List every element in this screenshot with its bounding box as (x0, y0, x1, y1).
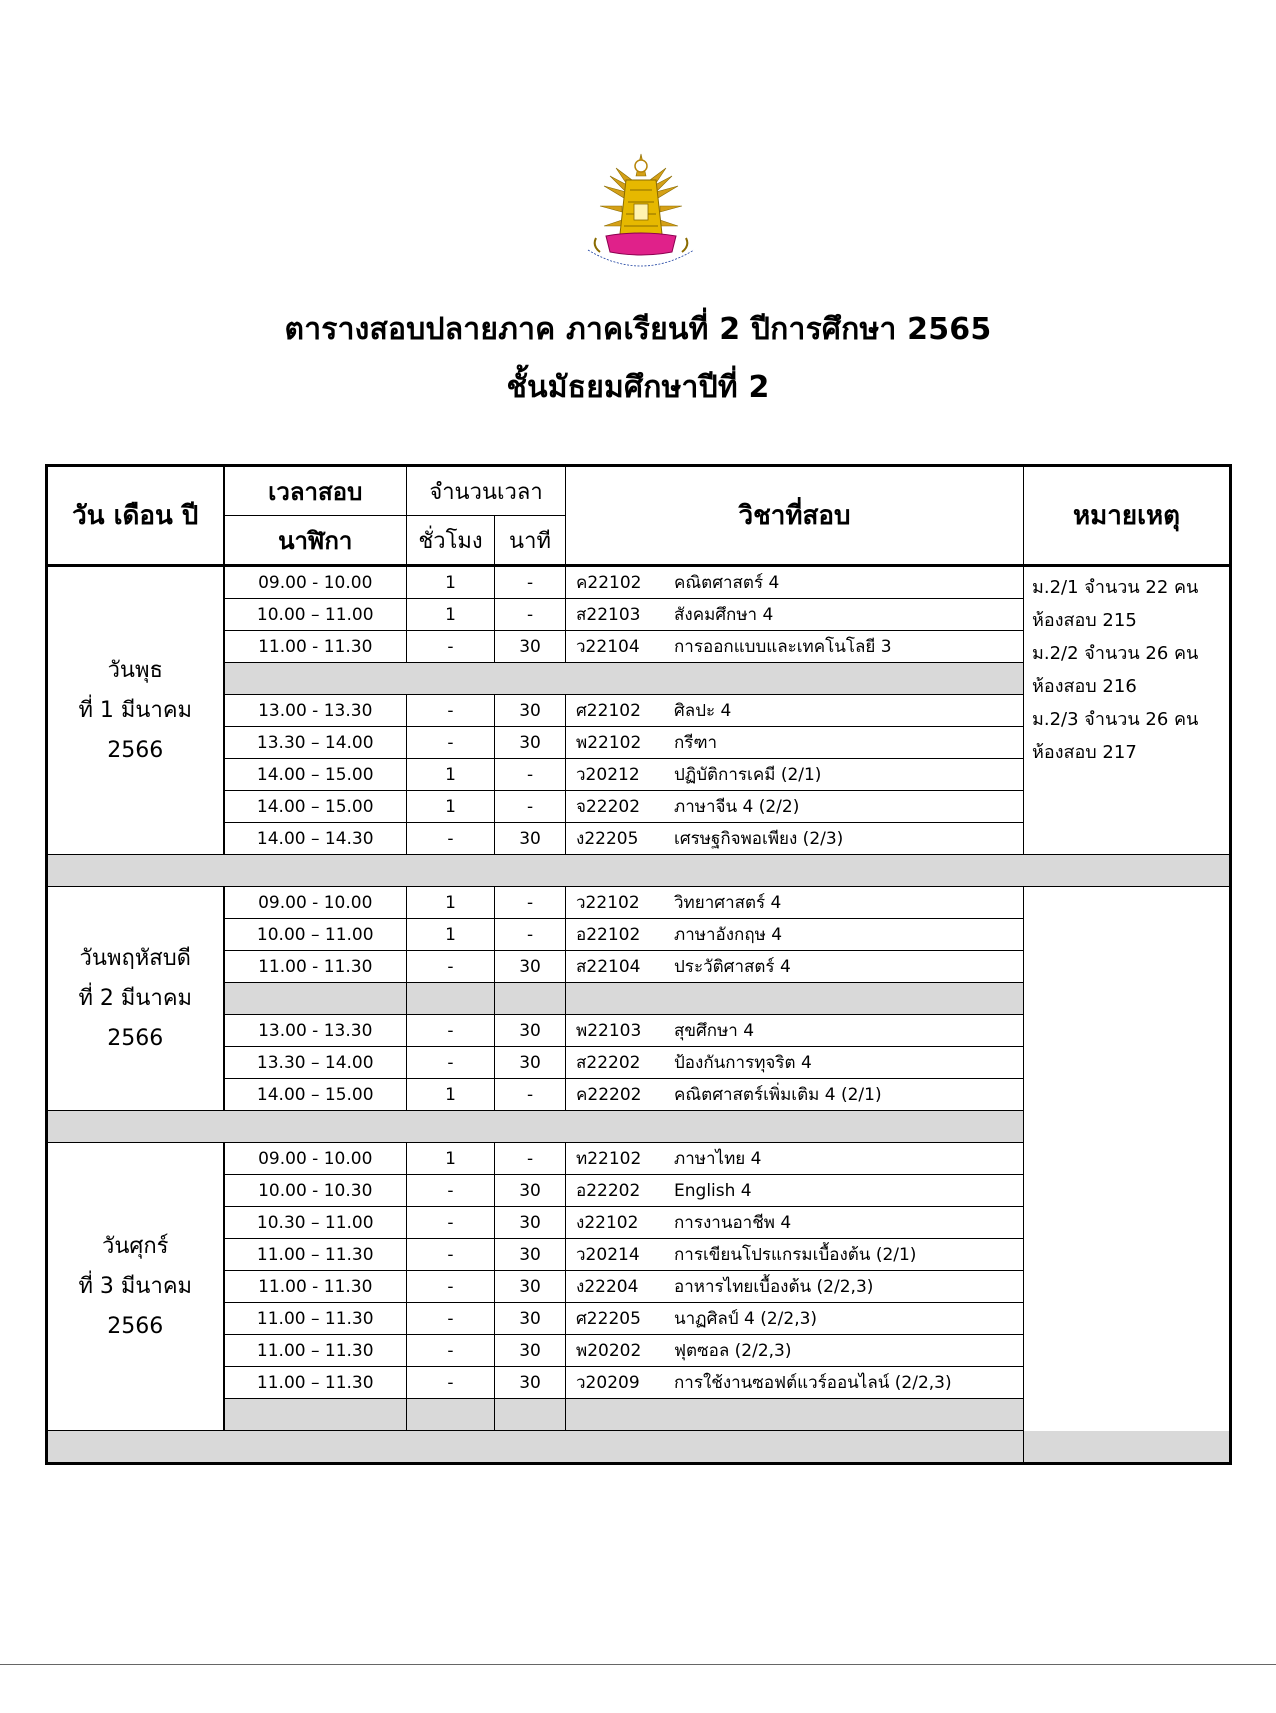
lunch-break-cell (224, 983, 407, 1015)
header-hours: ชั่วโมง (407, 516, 495, 566)
exam-minutes: - (495, 791, 566, 823)
exam-subject: ค22202 คณิตศาสตร์เพิ่มเติม 4 (2/1) (566, 1079, 1024, 1111)
exam-minutes: - (495, 759, 566, 791)
exam-minutes: 30 (495, 1271, 566, 1303)
exam-minutes: 30 (495, 823, 566, 855)
exam-hours: - (407, 1047, 495, 1079)
exam-minutes: 30 (495, 695, 566, 727)
exam-time: 09.00 - 10.00 (224, 1143, 407, 1175)
exam-minutes: 30 (495, 1175, 566, 1207)
exam-subject: ค22102 คณิตศาสตร์ 4 (566, 566, 1024, 599)
exam-hours: - (407, 1015, 495, 1047)
exam-subject: ส22202 ป้องกันการทุจริต 4 (566, 1047, 1024, 1079)
exam-time: 13.00 - 13.30 (224, 1015, 407, 1047)
exam-hours: - (407, 1239, 495, 1271)
header-subject: วิชาที่สอบ (566, 466, 1024, 566)
exam-time: 14.00 – 15.00 (224, 759, 407, 791)
exam-time: 11.00 - 11.30 (224, 1271, 407, 1303)
exam-subject: ว20214 การเขียนโปรแกรมเบื้องต้น (2/1) (566, 1239, 1024, 1271)
exam-minutes: 30 (495, 1207, 566, 1239)
exam-subject: ง22205 เศรษฐกิจพอเพียง (2/3) (566, 823, 1024, 855)
exam-minutes: 30 (495, 1335, 566, 1367)
exam-hours: - (407, 1335, 495, 1367)
exam-time: 14.00 – 15.00 (224, 791, 407, 823)
exam-minutes: 30 (495, 1047, 566, 1079)
exam-time: 13.00 - 13.30 (224, 695, 407, 727)
exam-minutes: 30 (495, 1367, 566, 1399)
exam-subject: อ22102 ภาษาอังกฤษ 4 (566, 919, 1024, 951)
exam-subject: ศ22205 นาฏศิลป์ 4 (2/2,3) (566, 1303, 1024, 1335)
exam-minutes: - (495, 566, 566, 599)
header-time-top: เวลาสอบ (224, 466, 407, 516)
exam-subject: ง22204 อาหารไทยเบื้องต้น (2/2,3) (566, 1271, 1024, 1303)
end-blank-cell (566, 1399, 1024, 1431)
page-bottom-rule (0, 1664, 1276, 1665)
day-label: วันพุธ ที่ 1 มีนาคม 2566 (47, 566, 224, 855)
lunch-break-row (224, 663, 1024, 695)
exam-minutes: - (495, 887, 566, 919)
exam-subject: พ20202 ฟุตซอล (2/2,3) (566, 1335, 1024, 1367)
header-date: วัน เดือน ปี (47, 466, 224, 566)
exam-minutes: 30 (495, 1015, 566, 1047)
exam-time: 10.00 - 10.30 (224, 1175, 407, 1207)
exam-hours: 1 (407, 887, 495, 919)
exam-time: 13.30 – 14.00 (224, 1047, 407, 1079)
exam-hours: 1 (407, 566, 495, 599)
exam-time: 14.00 – 15.00 (224, 1079, 407, 1111)
exam-hours: - (407, 727, 495, 759)
exam-subject: ว22102 วิทยาศาสตร์ 4 (566, 887, 1024, 919)
exam-minutes: - (495, 1079, 566, 1111)
exam-subject: ว20209 การใช้งานซอฟต์แวร์ออนไลน์ (2/2,3) (566, 1367, 1024, 1399)
exam-hours: 1 (407, 919, 495, 951)
exam-hours: - (407, 1175, 495, 1207)
exam-hours: 1 (407, 759, 495, 791)
end-blank-cell (495, 1399, 566, 1431)
exam-hours: - (407, 1367, 495, 1399)
exam-hours: - (407, 1271, 495, 1303)
exam-minutes: 30 (495, 631, 566, 663)
exam-minutes: 30 (495, 1239, 566, 1271)
exam-minutes: - (495, 599, 566, 631)
exam-time: 11.00 – 11.30 (224, 1239, 407, 1271)
exam-subject: ส22103 สังคมศึกษา 4 (566, 599, 1024, 631)
exam-time: 09.00 - 10.00 (224, 566, 407, 599)
exam-subject: จ22202 ภาษาจีน 4 (2/2) (566, 791, 1024, 823)
header-remarks: หมายเหตุ (1024, 466, 1231, 566)
header-time-bottom: นาฬิกา (224, 516, 407, 566)
exam-subject: ส22104 ประวัติศาสตร์ 4 (566, 951, 1024, 983)
day-separator-row (47, 855, 1231, 887)
exam-subject: ว20212 ปฏิบัติการเคมี (2/1) (566, 759, 1024, 791)
exam-hours: 1 (407, 791, 495, 823)
school-emblem-logo (566, 146, 716, 276)
exam-schedule-table (45, 464, 1232, 1465)
exam-subject: ศ22102 ศิลปะ 4 (566, 695, 1024, 727)
exam-minutes: - (495, 919, 566, 951)
exam-hours: - (407, 951, 495, 983)
exam-time: 11.00 - 11.30 (224, 951, 407, 983)
header-duration: จำนวนเวลา (407, 466, 566, 516)
day-label: วันพฤหัสบดี ที่ 2 มีนาคม 2566 (47, 887, 224, 1111)
exam-subject: ท22102 ภาษาไทย 4 (566, 1143, 1024, 1175)
exam-hours: - (407, 695, 495, 727)
lunch-break-cell (407, 983, 495, 1015)
exam-time: 10.00 – 11.00 (224, 919, 407, 951)
page-title: ตารางสอบปลายภาค ภาคเรียนที่ 2 ปีการศึกษา 2565 (284, 312, 992, 347)
exam-time: 09.00 - 10.00 (224, 887, 407, 919)
exam-subject: พ22102 กรีฑา (566, 727, 1024, 759)
exam-time: 11.00 – 11.30 (224, 1303, 407, 1335)
end-blank-cell (224, 1399, 407, 1431)
exam-time: 11.00 - 11.30 (224, 631, 407, 663)
exam-hours: - (407, 1207, 495, 1239)
remarks-cell-empty (1024, 887, 1231, 1464)
exam-time: 13.30 – 14.00 (224, 727, 407, 759)
exam-time: 11.00 – 11.30 (224, 1335, 407, 1367)
exam-subject: ว22104 การออกแบบและเทคโนโลยี 3 (566, 631, 1024, 663)
exam-hours: - (407, 823, 495, 855)
exam-hours: 1 (407, 1143, 495, 1175)
exam-time: 14.00 – 14.30 (224, 823, 407, 855)
day-label: วันศุกร์ ที่ 3 มีนาคม 2566 (47, 1143, 224, 1431)
exam-minutes: 30 (495, 1303, 566, 1335)
exam-hours: 1 (407, 599, 495, 631)
page-subtitle: ชั้นมัธยมศึกษาปีที่ 2 (506, 370, 770, 405)
exam-hours: - (407, 1303, 495, 1335)
header-minutes: นาที (495, 516, 566, 566)
exam-hours: - (407, 631, 495, 663)
exam-hours: 1 (407, 1079, 495, 1111)
exam-minutes: 30 (495, 951, 566, 983)
exam-subject: พ22103 สุขศึกษา 4 (566, 1015, 1024, 1047)
lunch-break-cell (566, 983, 1024, 1015)
day-separator-row (47, 1111, 1024, 1143)
exam-subject: อ22202 English 4 (566, 1175, 1024, 1207)
exam-time: 11.00 – 11.30 (224, 1367, 407, 1399)
exam-time: 10.30 – 11.00 (224, 1207, 407, 1239)
table-bottom-row (47, 1431, 1231, 1464)
end-blank-cell (407, 1399, 495, 1431)
remarks-cell: ม.2/1 จำนวน 22 คน ห้องสอบ 215 ม.2/2 จำนวน 26 คน ห้องสอบ 216 ม.2/3 จำนวน 26 คน ห้องสอบ 217 (1024, 566, 1231, 855)
lunch-break-cell (495, 983, 566, 1015)
exam-minutes: 30 (495, 727, 566, 759)
exam-time: 10.00 – 11.00 (224, 599, 407, 631)
exam-minutes: - (495, 1143, 566, 1175)
exam-subject: ง22102 การงานอาชีพ 4 (566, 1207, 1024, 1239)
